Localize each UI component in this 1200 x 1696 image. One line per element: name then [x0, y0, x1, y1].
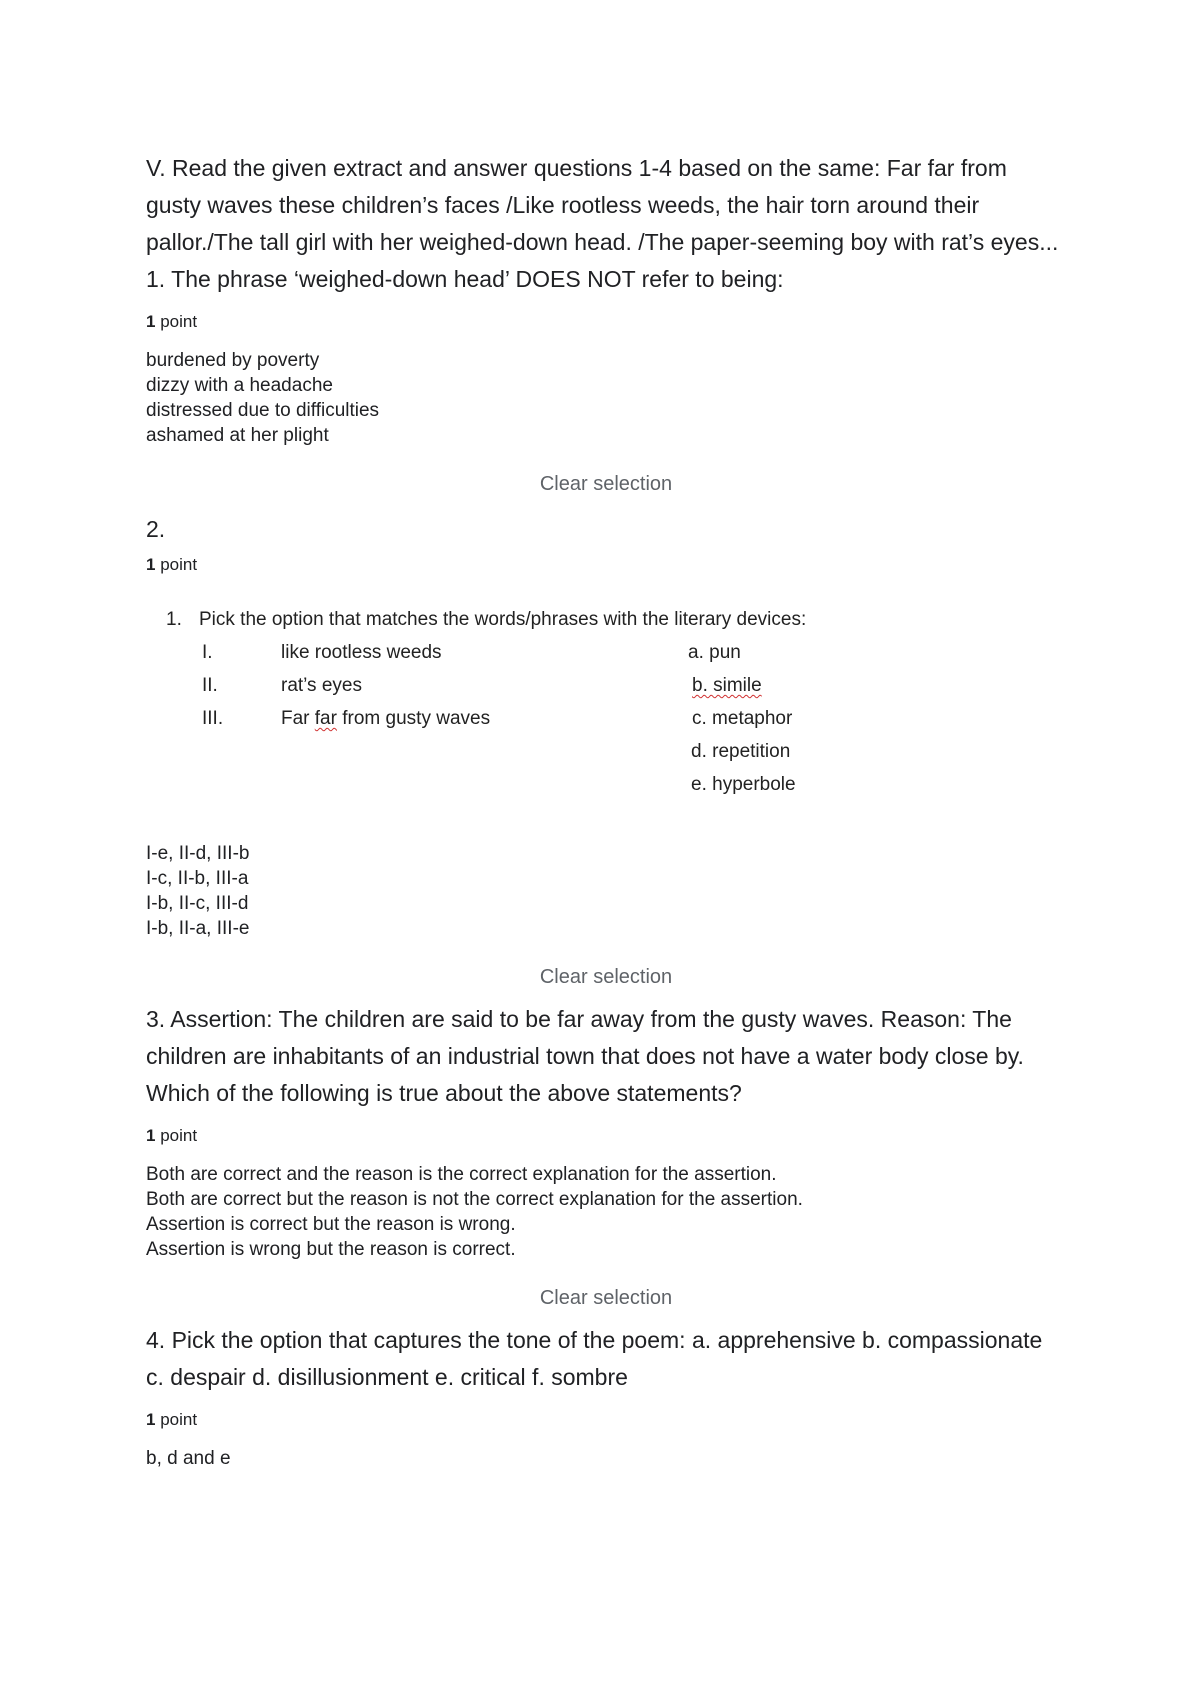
question-3-title: 3. Assertion: The children are said to be far away from the gusty waves. Reason: The children are inhabitants of an industrial town that does not have a water body close by. Which of the following is true about the above statements?: [146, 1006, 1024, 1106]
question-3-options: [146, 1162, 1066, 1262]
device-e: e. hyperbole: [691, 774, 796, 795]
option[interactable]: Assertion is correct but the reason is wrong.: [146, 1214, 516, 1235]
option[interactable]: I-b, II-a, III-e: [146, 918, 250, 939]
question-4-title: 4. Pick the option that captures the tone of the poem: a. apprehensive b. compassionate c. despair d. disillusionment e. critical f. sombre: [146, 1327, 1043, 1390]
option[interactable]: ashamed at her plight: [146, 425, 329, 446]
option[interactable]: I-e, II-d, III-b: [146, 843, 250, 864]
device-c: c. metaphor: [692, 708, 793, 729]
question-2-title: 2.: [146, 516, 166, 542]
item-row-3: III.: [202, 708, 224, 729]
item-text-1: like rootless weeds: [281, 642, 442, 663]
question-2-options: [146, 841, 1066, 941]
option[interactable]: I-b, II-c, III-d: [146, 893, 249, 914]
clear-selection-button[interactable]: Clear selection: [539, 966, 673, 988]
item-text-2: rat’s eyes: [281, 675, 362, 696]
item-row-2: II.: [202, 675, 218, 696]
device-b: b. simile: [692, 675, 762, 696]
literary-devices-table: [146, 609, 1066, 819]
quiz-page: [146, 150, 1066, 1471]
item-row-1: I.: [202, 642, 213, 663]
option[interactable]: Both are correct but the reason is not the correct explanation for the assertion.: [146, 1189, 803, 1210]
option[interactable]: burdened by poverty: [146, 350, 320, 371]
item-text-3: Far far from gusty waves: [281, 708, 491, 729]
clear-selection-button[interactable]: Clear selection: [539, 1287, 673, 1309]
option[interactable]: distressed due to difficulties: [146, 400, 380, 421]
question-4-points: 1 point: [146, 1410, 198, 1429]
question-1-points: 1 point: [146, 312, 198, 331]
option[interactable]: Both are correct and the reason is the correct explanation for the assertion.: [146, 1164, 777, 1185]
question-4-options: [146, 1446, 1066, 1471]
question-2-points: 1 point: [146, 555, 198, 574]
question-3-points: 1 point: [146, 1126, 198, 1145]
device-d: d. repetition: [691, 741, 791, 762]
option[interactable]: I-c, II-b, III-a: [146, 868, 249, 889]
option[interactable]: b, d and e: [146, 1448, 231, 1469]
option[interactable]: Assertion is wrong but the reason is correct.: [146, 1239, 516, 1260]
device-a: a. pun: [688, 642, 741, 663]
clear-selection-button[interactable]: Clear selection: [539, 473, 673, 495]
instruction-line: 1. Pick the option that matches the words/phrases with the literary devices:: [166, 609, 807, 630]
option[interactable]: dizzy with a headache: [146, 375, 333, 396]
question-1-title: V. Read the given extract and answer questions 1-4 based on the same: Far far from gusty waves these children’s faces /Like rootless weeds, the hair torn around their pallor./The tall girl with her weighed-down head. /The paper-seeming boy with rat’s eyes... 1. The phrase ‘weighed-down head’ DOES NOT refer to being:: [146, 155, 1059, 292]
question-1-options: [146, 348, 1066, 448]
